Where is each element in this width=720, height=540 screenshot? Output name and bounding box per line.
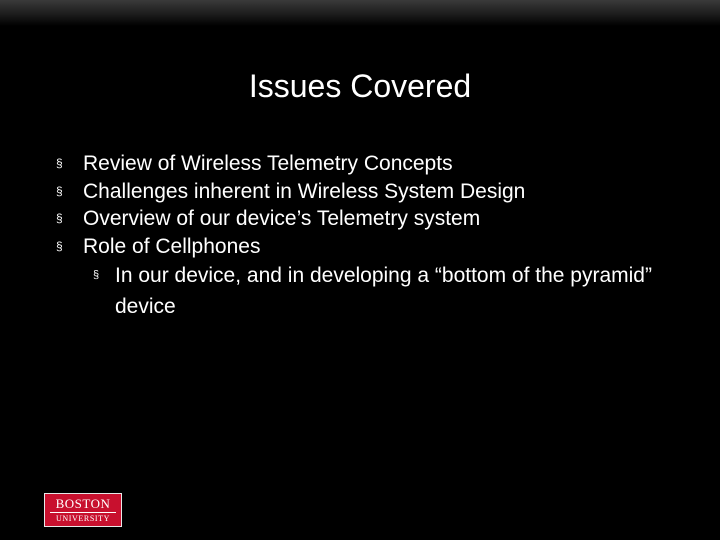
sub-bullet-text: In our device, and in developing a “bottom of the pyramid” device: [115, 263, 652, 318]
bullet-item: [56, 233, 676, 322]
sub-bullet-marker-icon: §: [93, 268, 100, 281]
boston-university-logo: [44, 493, 122, 527]
bullet-list: [56, 150, 676, 322]
bullet-text: Role of Cellphones: [83, 234, 261, 258]
sub-bullet-item: [93, 260, 676, 322]
bullet-item: [56, 150, 676, 177]
bullet-text: Review of Wireless Telemetry Concepts: [83, 152, 453, 175]
bullet-marker-icon: §: [56, 238, 63, 253]
logo-line-2: UNIVERSITY: [56, 513, 110, 523]
bullet-item: [56, 178, 676, 205]
bullet-marker-icon: §: [56, 183, 63, 198]
bullet-item: [56, 205, 676, 232]
bullet-text: Overview of our device’s Telemetry system: [83, 207, 481, 230]
logo-divider: [50, 512, 116, 513]
bullet-text: Challenges inherent in Wireless System Design: [83, 179, 526, 203]
sub-bullet-list: [83, 260, 676, 322]
bullet-marker-icon: §: [56, 156, 63, 170]
bullet-marker-icon: §: [56, 211, 63, 225]
slide-title: Issues Covered: [248, 68, 472, 104]
logo-line-1: BOSTON: [55, 495, 111, 511]
top-gradient-band: [0, 0, 720, 26]
